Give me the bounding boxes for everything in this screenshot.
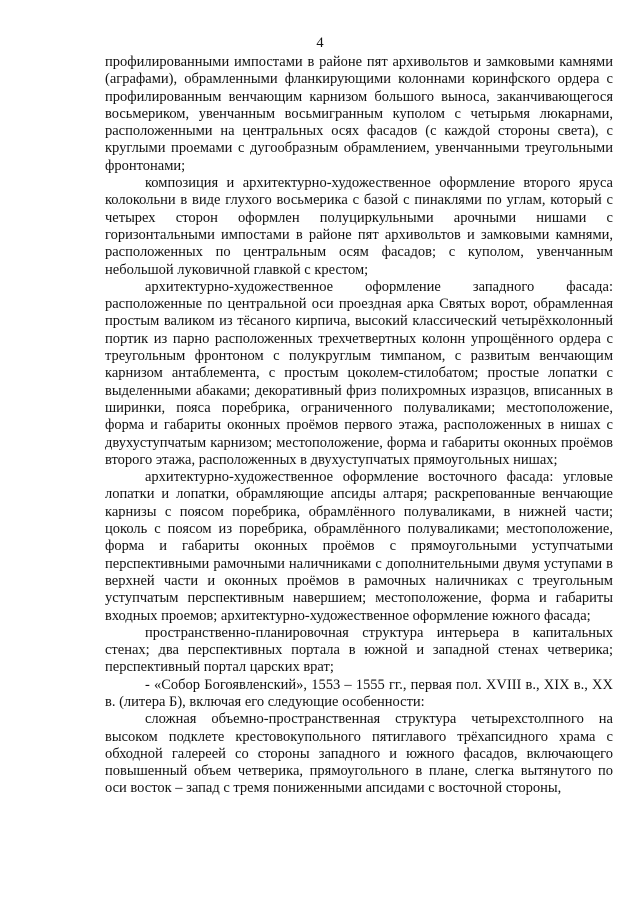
paragraph: профилированными импостами в районе пят архивольтов и замковыми камнями (аграфами), обрамленными фланкирующими колоннами коринфского ордера с профилированным венчающим карнизом большого выноса, заканчивающегося восьмериком, увенчанным восьмигранным куполом с четырьмя люкарнами, расположенными на центральных осях фасадов (с каждой стороны света), с круглыми проемами с дугообразным обрамлением, увенчанными треугольными фронтонами; [105, 54, 613, 174]
paragraph: пространственно-планировочная структура интерьера в капитальных стенах; два перспективных портала в южной и западной стенах четверика; перспективный портал царских врат; [105, 624, 613, 676]
paragraph: - «Собор Богоявленский», 1553 – 1555 гг., первая пол. XVIII в., XIX в., XX в. (литера Б), включая его следующие особенности: [105, 676, 613, 710]
paragraph: архитектурно-художественное оформление западного фасада: расположенные по центральной оси проездная арка Святых ворот, обрамленная простым валиком из тёсаного кирпича, высокий классический четырёхколонный портик из парно расположенных трехчетвертных колонн упрощённого ордера с треугольным фронтоном с полукруглым тимпаном, с развитым венчающим карнизом антаблемента, с простым цоколем-стилобатом; простые лопатки с выделенными абаками; декоративный фриз полихромных изразцов, вписанных в ширинки, пояса поребрика, ограниченного полуваликами; местоположение, форма и габариты оконных проёмов первого этажа, расположенных в нишах с двухуступчатым карнизом; местоположение, форма и габариты оконных проёмов второго этажа, расположенных в двухуступчатых прямоугольных нишах; [105, 278, 613, 468]
paragraph: сложная объемно-пространственная структура четырехстолпного на высоком подклете крестовокупольного пятиглавого трёхапсидного храма с обходной галереей со стороны западного и южного фасадов, включающего повышенный объем четверика, прямоугольного в плане, слегка вытянутого по оси восток – запад с тремя пониженными апсидами с восточной стороны, [105, 711, 613, 797]
paragraph: архитектурно-художественное оформление восточного фасада: угловые лопатки и лопатки, обрамляющие апсиды алтаря; раскрепованные венчающие карнизы с поясом поребрика, обрамлённого полуваликами, в нижней части; цоколь с поясом из поребрика, обрамлённого полуваликами; местоположение, форма и габариты оконных проёмов с прямоугольными уступчатыми перспективными рамочными наличниками с дополнительными двумя уступами в верхней части и оконных проёмов в рамочных наличниках с треугольным уступчатым перспективным навершием; местоположение, форма и габариты входных проемов; архитектурно-художественное оформление южного фасада; [105, 469, 613, 624]
body-text [105, 54, 613, 798]
page-number: 4 [316, 35, 324, 51]
paragraph: композиция и архитектурно-художественное оформление второго яруса колокольни в виде глухого восьмерика с базой с пинаклями по углам, который с четырех сторон оформлен полуциркульными арочными нишами с горизонтальными импостами в районе пят архивольтов и замковыми камнями, расположенных по центральным осям фасадов; с куполом, увенчанным небольшой луковичной главкой с крестом; [105, 175, 613, 278]
